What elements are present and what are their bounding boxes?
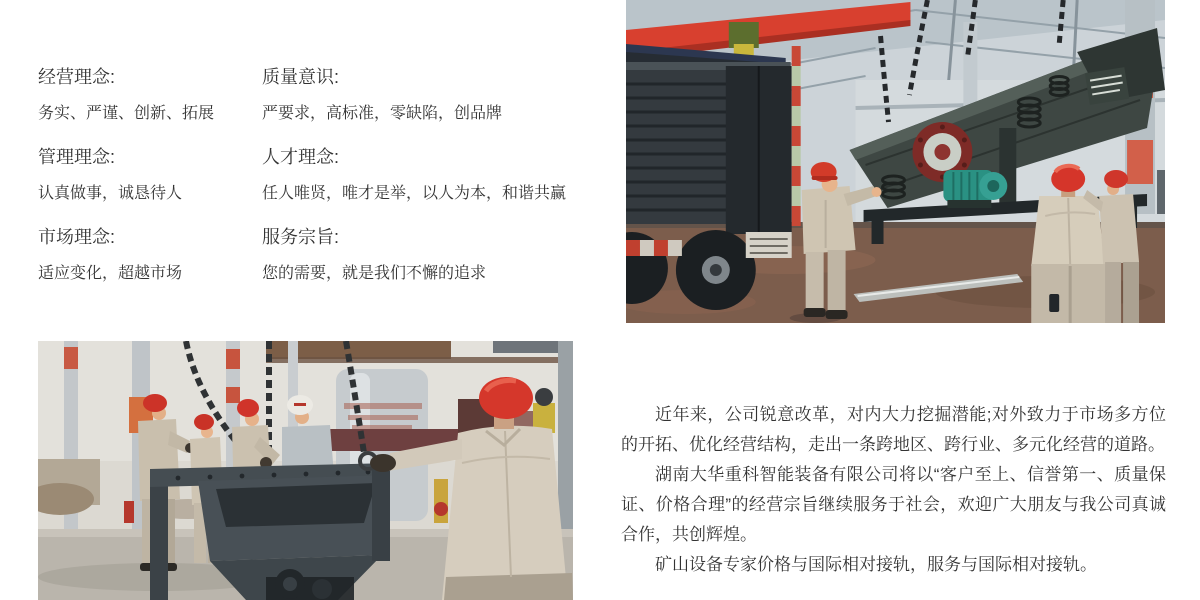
philosophy-item-text: 适应变化，超越市场 <box>38 265 183 282</box>
philosophy-item-title: 人才理念: <box>262 147 340 167</box>
red-hard-hat <box>479 377 533 419</box>
red-hard-hat <box>1104 170 1128 188</box>
philosophy-item <box>262 64 590 126</box>
philosophy-section <box>38 64 590 286</box>
philosophy-item-title: 管理理念: <box>38 147 116 167</box>
philosophy-item-text: 您的需要，就是我们不懈的追求 <box>262 265 487 282</box>
philosophy-item-text: 严要求，高标准，零缺陷，创品牌 <box>262 105 503 122</box>
workshop-hoisting-photo <box>38 341 573 600</box>
company-intro-text <box>621 400 1166 580</box>
intro-paragraph: 近年来，公司锐意改革，对内大力挖掘潜能;对外致力于市场多方位的开拓、优化经营结构，走出一条跨地区、跨行业、多元化经营的道路。 <box>621 405 1166 454</box>
philosophy-item-title: 质量意识: <box>262 67 340 87</box>
philosophy-item <box>262 224 590 286</box>
philosophy-item-title: 服务宗旨: <box>262 227 340 247</box>
machine-nameplate <box>1085 67 1129 105</box>
philosophy-item-text: 认真做事，诚恳待人 <box>38 185 183 202</box>
philosophy-item-title: 经营理念: <box>38 67 116 87</box>
red-hard-hat <box>194 414 214 430</box>
philosophy-item-text: 务实、严谨、创新、拓展 <box>38 105 215 122</box>
striped-stake-pole <box>792 46 801 226</box>
philosophy-item <box>262 144 590 206</box>
philosophy-item <box>38 224 262 286</box>
philosophy-item-text: 任人唯贤，唯才是举，以人为本，和谐共赢 <box>262 185 567 202</box>
philosophy-item <box>38 144 262 206</box>
intro-paragraph: 湖南大华重科智能装备有限公司将以“客户至上、信誉第一、质量保证、价格合理”的经营宗旨继续服务于社会，欢迎广大朋友与我公司真诚合作，共创辉煌。 <box>621 465 1166 544</box>
red-hard-hat <box>237 399 259 417</box>
philosophy-item-title: 市场理念: <box>38 227 116 247</box>
truck-loading-photo <box>626 0 1165 323</box>
red-hard-hat <box>143 394 167 412</box>
philosophy-item <box>38 64 262 126</box>
intro-paragraph: 矿山设备专家价格与国际相对接轨，服务与国际相对接轨。 <box>655 555 1097 574</box>
